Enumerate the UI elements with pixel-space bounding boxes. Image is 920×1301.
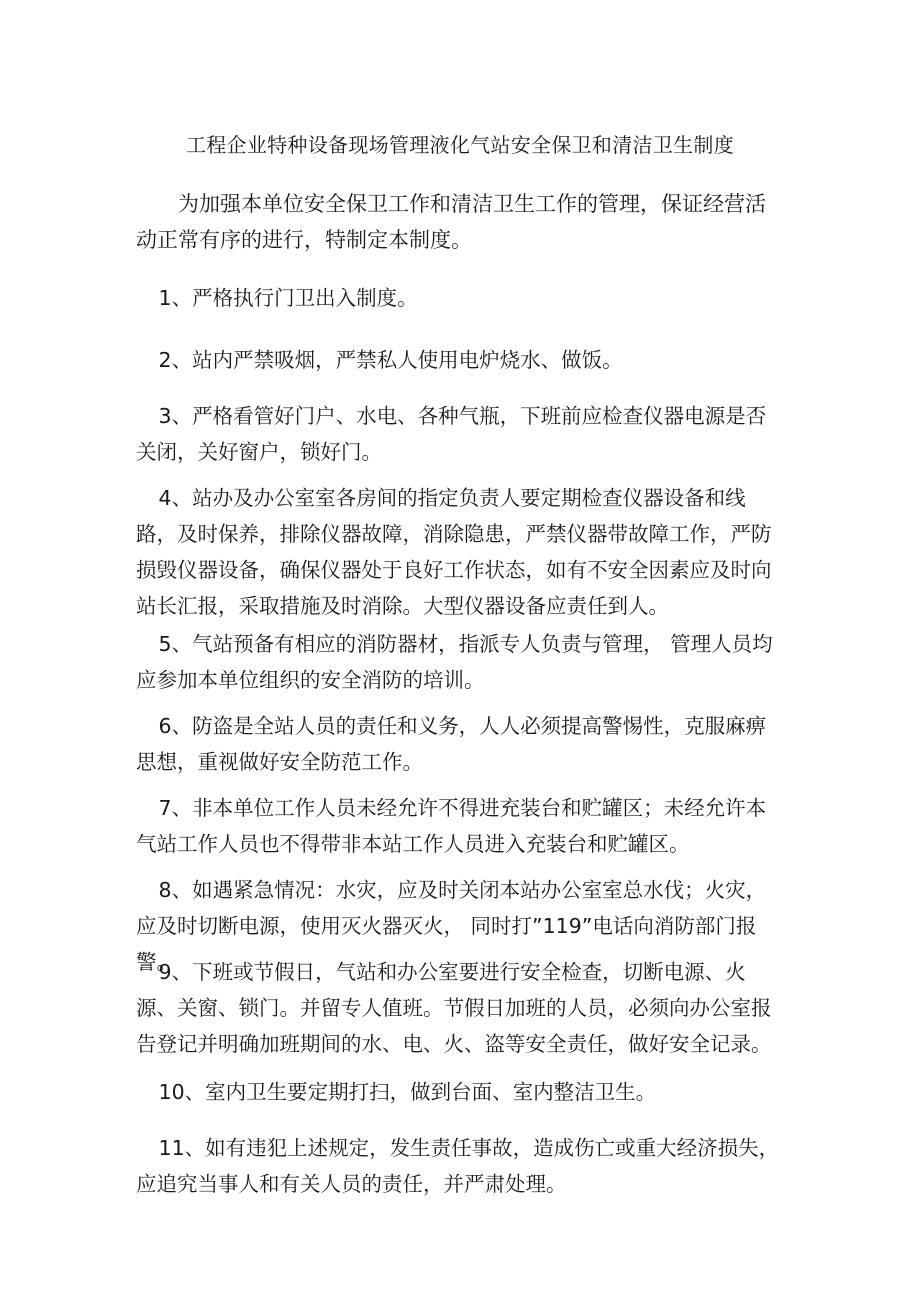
document-title: 工程企业特种设备现场管理液化气站安全保卫和清洁卫生制度: [185, 133, 735, 157]
rule-item-10: 10、室内卫生要定期打扫，做到台面、室内整洁卫生。: [158, 1080, 657, 1104]
rule-item-8: 8、如遇紧急情况：水灾，应及时关闭本站办公室室总水伐；火灾，应及时切断电源，使用灭火器灭火， 同时打”119”电话向消防部门报警。: [136, 878, 767, 974]
rule-item-3: 3、严格看管好门户、水电、各种气瓶，下班前应检查仪器电源是否关闭，关好窗户，锁好门。: [136, 404, 767, 464]
rule-item-1: 1、严格执行门卫出入制度。: [158, 286, 418, 310]
rule-item-5: 5、气站预备有相应的消防器材，指派专人负责与管理， 管理人员均应参加本单位组织的安全消防的培训。: [136, 632, 773, 692]
rule-item-4: 4、站办及办公室室各房间的指定负责人要定期检查仪器设备和线路，及时保养，排除仪器故障，消除隐患，严禁仪器带故障工作，严防损毁仪器设备，确保仪器处于良好工作状态，如有不安全因素应及时向站长汇报，采取措施及时消除。大型仪器设备应责任到人。: [136, 486, 772, 618]
rule-item-2: 2、站内严禁吸烟，严禁私人使用电炉烧水、做饭。: [158, 348, 623, 372]
rule-item-9: 9、下班或节假日，气站和办公室要进行安全检查，切断电源、火源、关窗、锁门。并留专人值班。节假日加班的人员，必须向办公室报告登记并明确加班期间的水、电、火、盗等安全责任，做好安全记录。: [136, 960, 772, 1056]
rule-item-6: 6、防盗是全站人员的责任和义务，人人必须提高警惕性，克服麻痹思想，重视做好安全防范工作。: [136, 714, 767, 774]
rule-item-7: 7、非本单位工作人员未经允许不得进充装台和贮罐区；未经允许本气站工作人员也不得带非本站工作人员进入充装台和贮罐区。: [136, 796, 767, 856]
intro-paragraph: 为加强本单位安全保卫工作和清洁卫生工作的管理，保证经营活动正常有序的进行，特制定本制度。: [136, 192, 766, 252]
rule-item-11: 11、如有违犯上述规定，发生责任事故，造成伤亡或重大经济损失，应追究当事人和有关人员的责任，并严肃处理。: [136, 1136, 780, 1196]
